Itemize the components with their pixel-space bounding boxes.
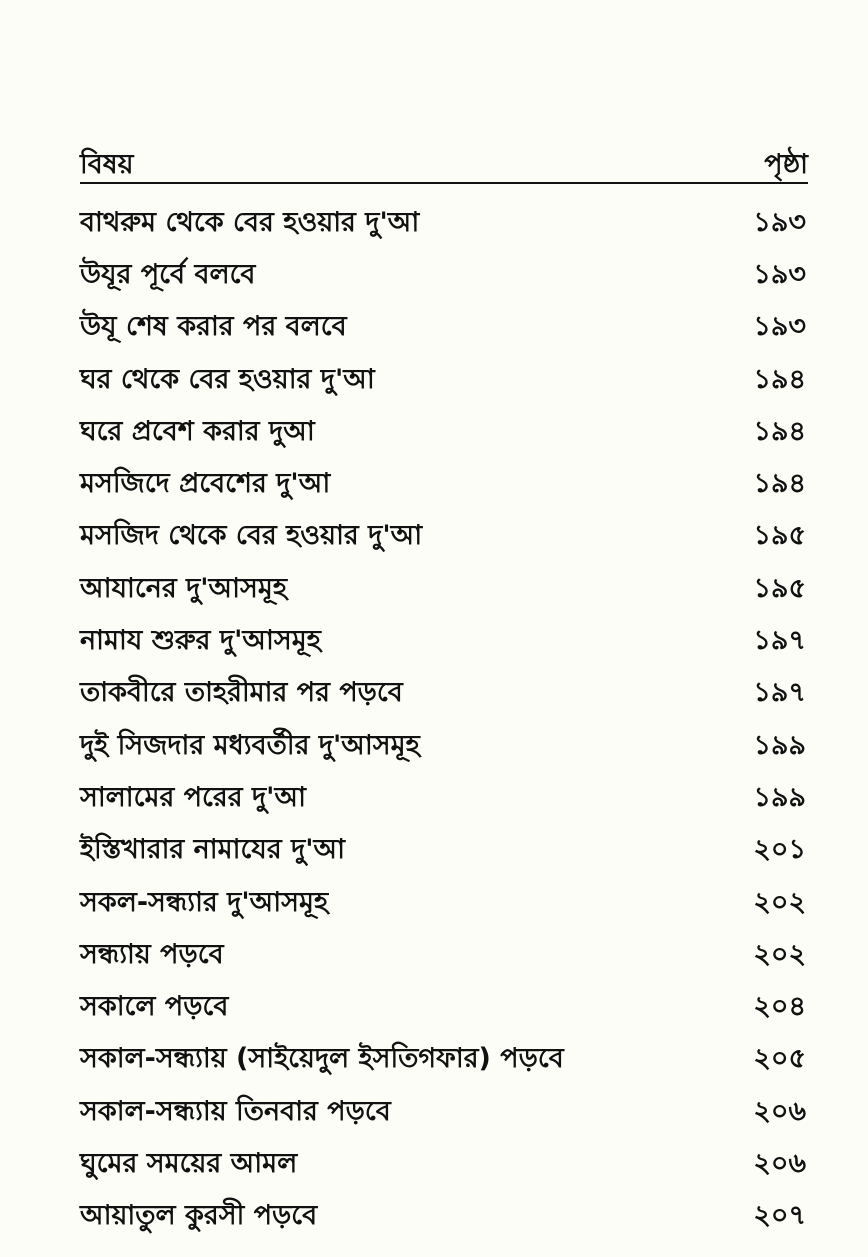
toc-entry-title: ঘরে প্রবেশ করার দুআ: [80, 415, 315, 447]
toc-entry: [80, 1192, 808, 1244]
toc-entry-page: ১৯৯: [753, 781, 806, 813]
toc-entry: [80, 669, 808, 721]
toc-entry-page: ১৯৩: [753, 258, 806, 290]
toc-entry-page: ১৯৯: [753, 729, 806, 761]
toc-entry: [80, 1087, 808, 1139]
toc-entry-title: দুই সিজদার মধ্যবর্তীর দু'আসমূহ: [80, 729, 420, 761]
subject-column-label: বিষয়: [80, 149, 134, 180]
toc-entry: [80, 459, 808, 511]
toc-entry-title: সকাল-সন্ধ্যায় তিনবার পড়বে: [80, 1095, 391, 1127]
toc-entry: [80, 355, 808, 407]
toc-entry-page: ১৯৪: [753, 363, 806, 395]
toc-entry-page: ২০৫: [753, 1043, 806, 1075]
toc-entry-title: উযূ শেষ করার পর বলবে: [80, 311, 347, 343]
toc-entry-page: ১৯৭: [753, 625, 806, 657]
toc-entry: [80, 407, 808, 459]
toc-entry-title: উযূর পূর্বে বলবে: [80, 258, 256, 290]
toc-entry-page: ২০৬: [753, 1147, 806, 1179]
page-column-label: পৃষ্ঠা: [764, 149, 808, 180]
toc-entry: [80, 616, 808, 668]
toc-entry-page: ২০৪: [753, 991, 806, 1023]
toc-entry-title: মসজিদে প্রবেশের দু'আ: [80, 468, 331, 500]
toc-entry-page: ২০১: [753, 834, 806, 866]
toc-header: [80, 138, 808, 184]
toc-entry: [80, 930, 808, 982]
toc-entry: [80, 250, 808, 302]
toc-entry: [80, 512, 808, 564]
toc-entry: [80, 1139, 808, 1191]
table-of-contents: [80, 138, 808, 1244]
toc-entry: [80, 721, 808, 773]
toc-entry-title: ইস্তিখারার নামাযের দু'আ: [80, 834, 346, 866]
toc-entry-title: সকল-সন্ধ্যার দু'আসমূহ: [80, 886, 329, 918]
toc-entry-title: সালামের পরের দু'আ: [80, 781, 306, 813]
toc-entry-title: তাকবীরে তাহরীমার পর পড়বে: [80, 677, 403, 709]
toc-entry: [80, 303, 808, 355]
toc-entry-title: সন্ধ্যায় পড়বে: [80, 938, 224, 970]
toc-entry-page: ১৯৭: [753, 677, 806, 709]
toc-entry-page: ২০৭: [753, 1200, 806, 1232]
toc-entry: [80, 198, 808, 250]
toc-entry: [80, 564, 808, 616]
toc-entry-page: ১৯৪: [753, 468, 806, 500]
toc-entry-title: নামায শুরুর দু'আসমূহ: [80, 625, 321, 657]
toc-entry-page: ২০৬: [753, 1095, 806, 1127]
toc-entry-title: সকাল-সন্ধ্যায় (সাইয়েদুল ইসতিগফার) পড়বে: [80, 1043, 564, 1075]
toc-entry-page: ১৯৩: [753, 311, 806, 343]
toc-entry: [80, 878, 808, 930]
toc-entry-title: আযানের দু'আসমূহ: [80, 572, 288, 604]
toc-entry-page: ২০২: [753, 938, 806, 970]
toc-entry: [80, 982, 808, 1034]
toc-entry-page: ২০২: [753, 886, 806, 918]
toc-entry-title: ঘর থেকে বের হওয়ার দু'আ: [80, 363, 375, 395]
toc-entry: [80, 773, 808, 825]
toc-entry: [80, 1035, 808, 1087]
toc-entry-title: আয়াতুল কুরসী পড়বে: [80, 1200, 318, 1232]
toc-entry-page: ১৯৫: [753, 520, 806, 552]
toc-list: [80, 198, 808, 1244]
toc-entry-title: বাথরুম থেকে বের হওয়ার দু'আ: [80, 206, 420, 238]
toc-entry: [80, 826, 808, 878]
toc-entry-title: মসজিদ থেকে বের হওয়ার দু'আ: [80, 520, 423, 552]
toc-entry-page: ১৯৪: [753, 415, 806, 447]
toc-entry-title: সকালে পড়বে: [80, 991, 229, 1023]
toc-entry-title: ঘুমের সময়ের আমল: [80, 1147, 298, 1179]
toc-entry-page: ১৯৫: [753, 572, 806, 604]
toc-entry-page: ১৯৩: [753, 206, 806, 238]
